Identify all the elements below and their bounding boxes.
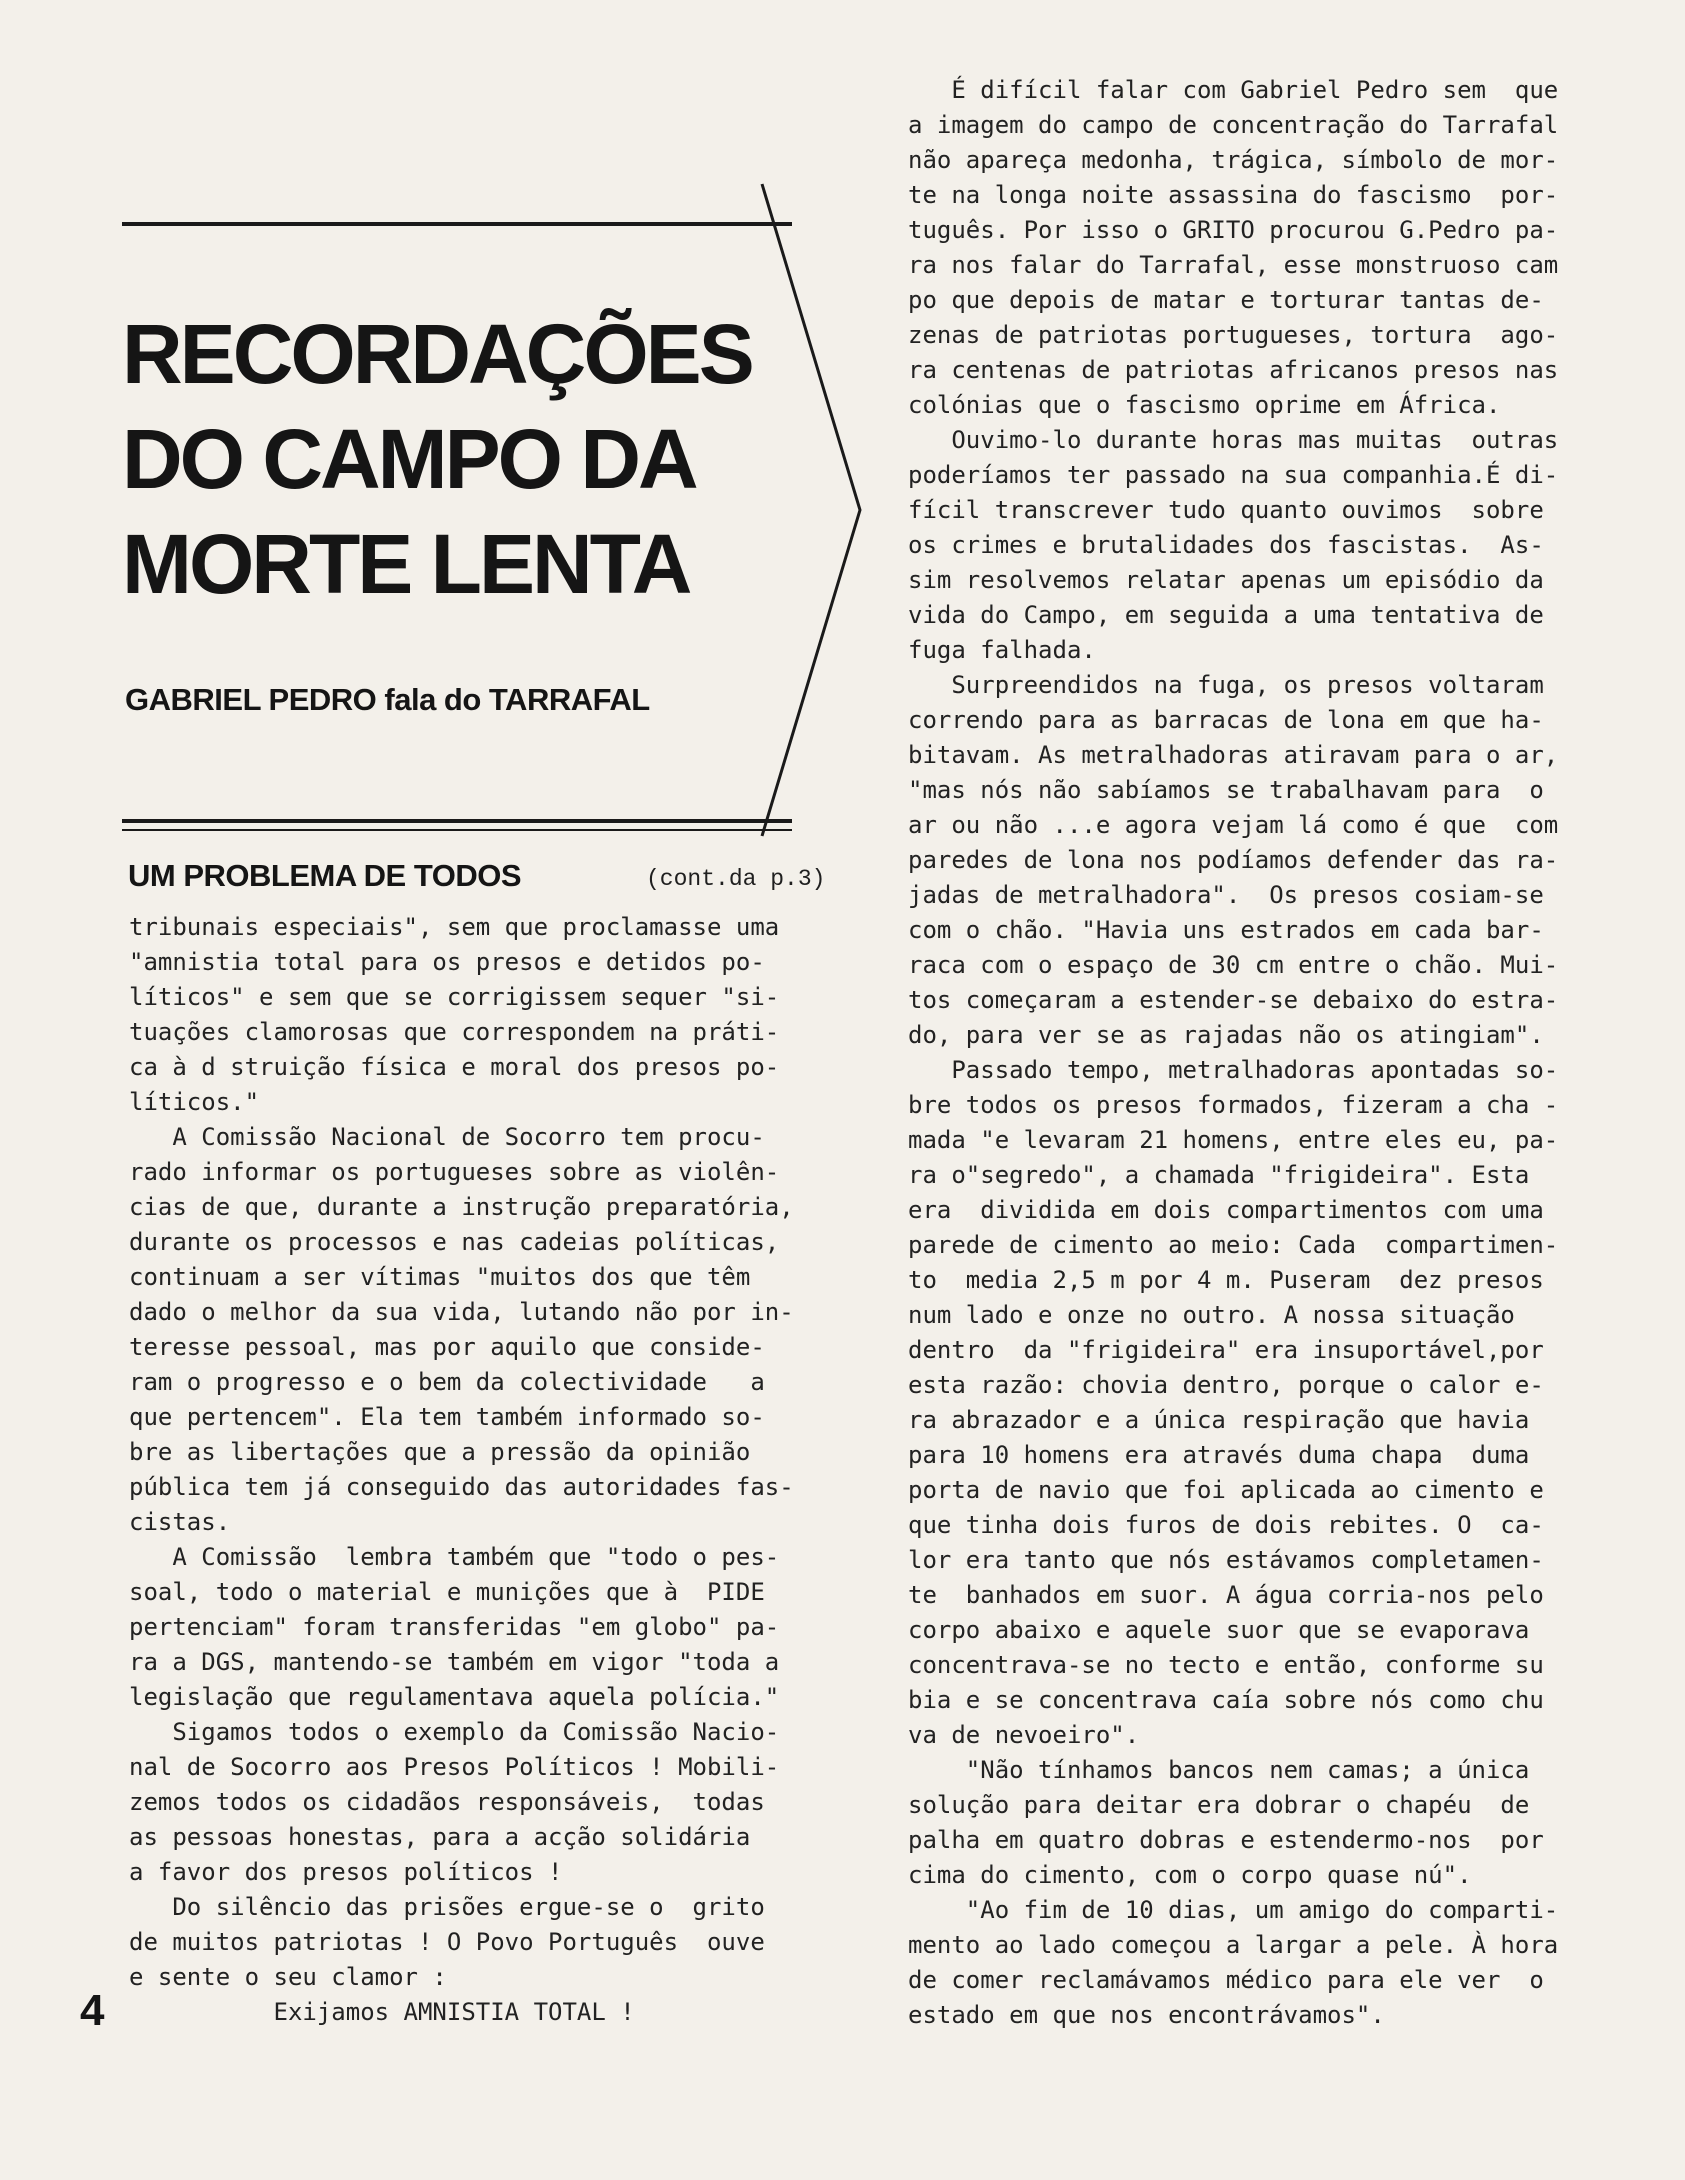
byline: GABRIEL PEDRO fala do TARRAFAL — [125, 682, 650, 717]
right-article-body: É difícil falar com Gabriel Pedro sem que a imagem do campo de concentração do Tarrafal não apareça medonha, trágica, símbolo de mor- te na longa noite assassina do fascismo por- tuguês. Por isso o GRITO procurou G.Pedro pa- ra nos falar do Tarrafal, esse monstruoso cam po que depois de matar e torturar tantas de- zenas de patriotas portugueses, tortura ago- ra centenas de patriotas africanos presos nas colónias que o fascismo oprime em África. Ouvimo-lo durante horas mas muitas outras poderíamos ter passado na sua companhia.É di- fícil transcrever tudo quanto ouvimos sobre os crimes e brutalidades dos fascistas. As- sim resolvemos relatar apenas um episódio da vida do Campo, em seguida a uma tentativa de fuga falhada. Surpreendidos na fuga, os presos voltaram correndo para as barracas de lona em que ha- bitavam. As metralhadoras atiravam para o ar, "mas nós não sabíamos se trabalhavam para o ar ou não ...e agora vejam lá como é que com paredes de lona nos podíamos defender das ra- jadas de metralhadora". Os presos cosiam-se com o chão. "Havia uns estrados em cada bar- raca com o espaço de 30 cm entre o chão. Mui- tos começaram a estender-se debaixo do estra- do, para ver se as rajadas não os atingiam". Passado tempo, metralhadoras apontadas so- bre todos os presos formados, fizeram a cha - mada "e levaram 21 homens, entre eles eu, pa- ra o"segredo", a chamada "frigideira". Esta era dividida em dois compartimentos com uma parede de cimento ao meio: Cada compartimen- to media 2,5 m por 4 m. Puseram dez presos num lado e onze no outro. A nossa situação dentro da "frigideira" era insuportável,por esta razão: chovia dentro, porque o calor e- ra abrazador e a única respiração que havia para 10 homens era através duma chapa duma porta de navio que foi aplicada ao cimento e que tinha dois furos de dois rebites. O ca- lor era tanto que nós estávamos completamen- te banhados em suor. A água corria-nos pelo corpo abaixo e aquele suor que se evaporava concentrava-se no tecto e então, conforme su bia e se concentrava caía sobre nós como chu va de nevoeiro". "Não tínhamos bancos nem camas; a única solução para deitar era dobrar o chapéu de palha em quatro dobras e estendermo-nos por cima do cimento, com o corpo quase nú". "Ao fim de 10 dias, um amigo do comparti- mento ao lado começou a largar a pele. À hora de comer reclamávamos médico para ele ver o estado em que nos encontrávamos". — [908, 76, 1559, 2029]
headline — [122, 302, 822, 617]
page-number: 4 — [80, 1986, 105, 2035]
headline-line-1: RECORDAÇÕES — [122, 307, 752, 401]
header-bottom-rule — [122, 819, 792, 823]
headline-line-3: MORTE LENTA — [122, 517, 690, 611]
left-article-body: tribunais especiais", sem que proclamasse uma "amnistia total para os presos e detidos po- líticos" e sem que se corrigissem sequer "si- tuações clamorosas que correspondem na práti- ca à d struição física e moral dos presos po- líticos." A Comissão Nacional de Socorro tem procu- rado informar os portugueses sobre as violên- cias de que, durante a instrução preparatória, durante os processos e nas cadeias políticas, continuam a ser vítimas "muitos dos que têm dado o melhor da sua vida, lutando não por in- teresse pessoal, mas por aquilo que conside- ram o progresso e o bem da colectividade a que pertencem". Ela tem também informado so- bre as libertações que a pressão da opinião pública tem já conseguido das autoridades fas- cistas. A Comissão lembra também que "todo o pes- soal, todo o material e munições que à PIDE pertenciam" foram transferidas "em globo" pa- ra a DGS, mantendo-se também em vigor "toda a legislação que regulamentava aquela polícia." Sigamos todos o exemplo da Comissão Nacio- nal de Socorro aos Presos Políticos ! Mobili- zemos todos os cidadãos responsáveis, todas as pessoas honestas, para a acção solidária a favor dos presos políticos ! Do silêncio das prisões ergue-se o grito de muitos patriotas ! O Povo Português ouve e sente o seu clamor : Exijamos AMNISTIA TOTAL ! — [129, 913, 794, 2026]
header-bottom-rule-thin — [122, 829, 792, 831]
headline-line-2: DO CAMPO DA — [122, 412, 696, 506]
left-article-heading: UM PROBLEMA DE TODOS — [128, 858, 522, 893]
header-top-rule — [122, 222, 792, 226]
left-article-continuation: (cont.da p.3) — [646, 866, 826, 892]
